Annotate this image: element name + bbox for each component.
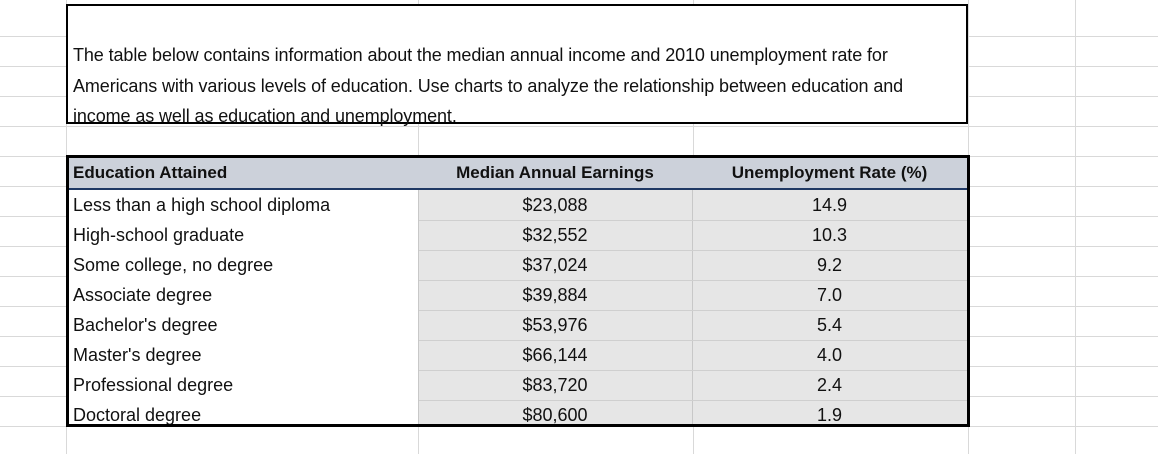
table-row — [69, 370, 967, 400]
earnings-cell[interactable]: $53,976 — [522, 315, 588, 335]
table-row — [69, 250, 967, 280]
earnings-cell[interactable]: $23,088 — [522, 195, 588, 215]
description-text: The table below contains information about the median annual income and 2010 unemployment rate for Americans with various levels of education. Use charts to analyze the relationship between education and income as well as education and unemployment. — [73, 45, 904, 126]
earnings-cell[interactable]: $80,600 — [522, 405, 588, 425]
header-earnings[interactable]: Median Annual Earnings — [456, 163, 654, 182]
education-cell[interactable]: High-school graduate — [73, 225, 245, 245]
unemployment-cell[interactable]: 2.4 — [816, 375, 843, 395]
education-cell[interactable]: Professional degree — [73, 375, 234, 395]
table-row — [69, 400, 967, 427]
education-cell[interactable]: Associate degree — [73, 285, 213, 305]
table-row — [69, 220, 967, 250]
earnings-cell[interactable]: $32,552 — [522, 225, 588, 245]
table-row — [69, 190, 967, 220]
unemployment-cell[interactable]: 5.4 — [816, 315, 843, 335]
table-row — [69, 280, 967, 310]
unemployment-cell[interactable]: 10.3 — [811, 225, 848, 245]
earnings-cell[interactable]: $37,024 — [522, 255, 588, 275]
education-cell[interactable]: Some college, no degree — [73, 255, 274, 275]
header-unemployment[interactable]: Unemployment Rate (%) — [731, 163, 928, 182]
earnings-cell[interactable]: $83,720 — [522, 375, 588, 395]
unemployment-cell[interactable]: 4.0 — [816, 345, 843, 365]
education-cell[interactable]: Bachelor's degree — [73, 315, 218, 335]
education-cell[interactable]: Master's degree — [73, 345, 202, 365]
unemployment-cell[interactable]: 9.2 — [816, 255, 843, 275]
unemployment-cell[interactable]: 1.9 — [816, 405, 843, 425]
earnings-cell[interactable]: $66,144 — [522, 345, 588, 365]
table-row — [69, 310, 967, 340]
earnings-cell[interactable]: $39,884 — [522, 285, 588, 305]
unemployment-cell[interactable]: 7.0 — [816, 285, 843, 305]
unemployment-cell[interactable]: 14.9 — [811, 195, 848, 215]
description-box[interactable] — [66, 4, 968, 124]
table-header-row — [69, 158, 967, 190]
education-cell[interactable]: Doctoral degree — [73, 405, 202, 425]
header-education[interactable]: Education Attained — [73, 163, 228, 182]
gridline — [1075, 0, 1076, 454]
education-table — [66, 155, 970, 427]
table-row — [69, 340, 967, 370]
education-cell[interactable]: Less than a high school diploma — [73, 195, 331, 215]
